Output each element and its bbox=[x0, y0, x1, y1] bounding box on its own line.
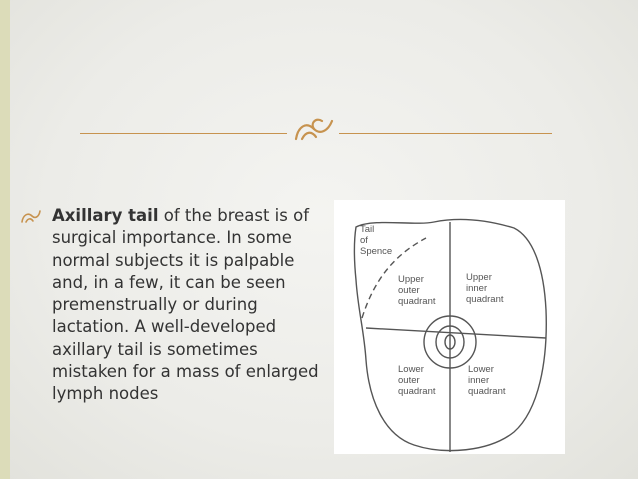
label-tail: Tail of Spence bbox=[360, 224, 393, 257]
label-upper-outer: Upper outer quadrant bbox=[398, 274, 436, 307]
title-divider-right bbox=[339, 133, 552, 134]
label-lower-outer: Lower outer quadrant bbox=[398, 364, 436, 397]
label-lower-inner: Lower inner quadrant bbox=[468, 364, 506, 397]
flourish-bullet-icon bbox=[20, 208, 42, 224]
bold-term: Axillary tail bbox=[52, 206, 159, 225]
quadrant-drawing bbox=[334, 200, 565, 454]
flourish-icon bbox=[292, 115, 336, 143]
paragraph-text: of the breast is of surgical importance. In some normal subjects it is palpable and, in a few, it can be seen premenstrually or during lactation. A well-developed axillary tail is sometimes mistaken for a mass of enlarged lymph nodes bbox=[52, 206, 319, 404]
breast-quadrant-diagram bbox=[334, 200, 565, 454]
bullet-list bbox=[20, 205, 320, 406]
bullet-paragraph bbox=[52, 205, 320, 406]
label-upper-inner: Upper inner quadrant bbox=[466, 272, 504, 305]
title-divider-left bbox=[80, 133, 287, 134]
left-accent-bar bbox=[0, 0, 10, 479]
horizontal-divider bbox=[366, 328, 546, 338]
